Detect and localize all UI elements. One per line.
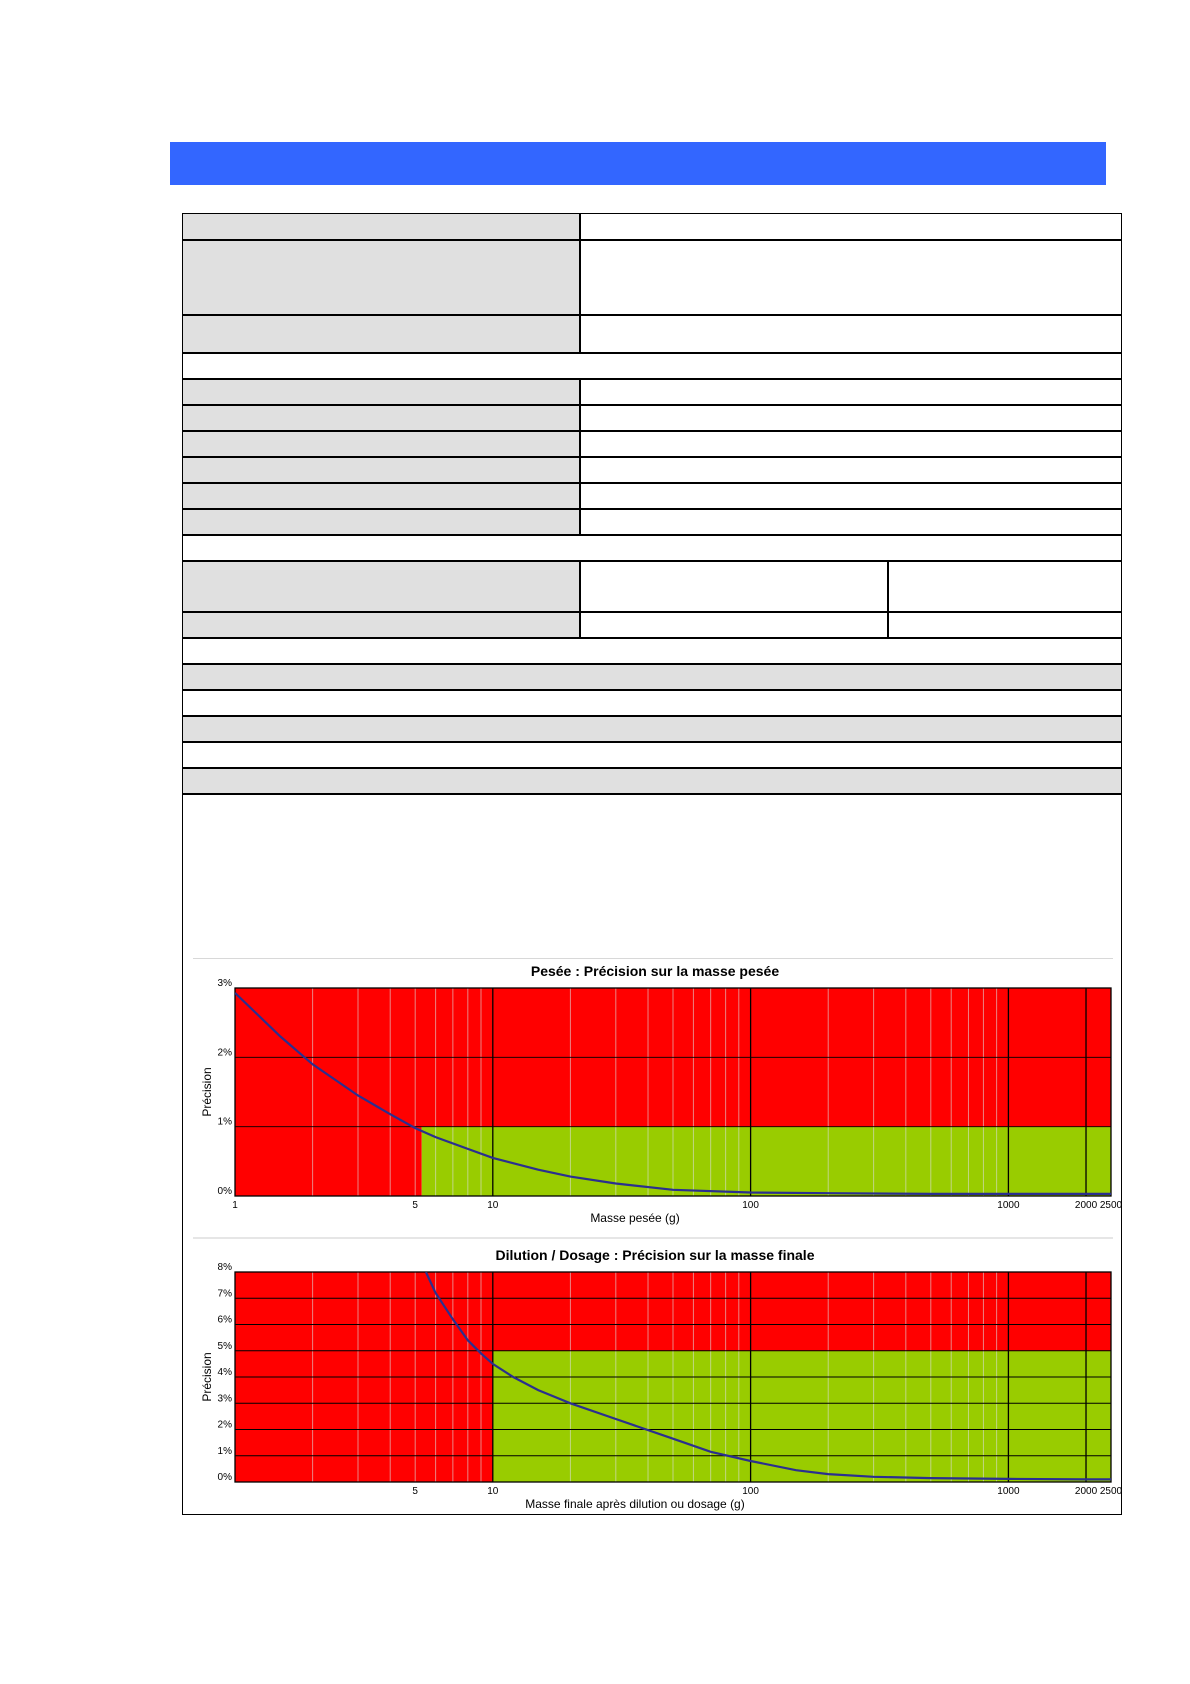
- form-row: [183, 214, 1121, 241]
- form-value: [581, 458, 1121, 482]
- form-split: [887, 562, 889, 611]
- form-value: [581, 562, 1121, 611]
- chart-title: Pesée : Précision sur la masse pesée: [530, 963, 780, 979]
- form-value: [581, 214, 1121, 239]
- y-tick-label: 1%: [217, 1445, 232, 1457]
- form-label: [183, 484, 581, 508]
- chart-title: Dilution / Dosage : Précision sur la masse finale: [495, 1247, 815, 1263]
- y-tick-label: 8%: [217, 1262, 232, 1273]
- chart-precision-dilution: [200, 1247, 1123, 1511]
- form-value: [581, 484, 1121, 508]
- form-row: [183, 432, 1121, 458]
- form-row-full: [183, 743, 1121, 769]
- x-tick-label: 100: [742, 1200, 759, 1211]
- form-label: [183, 214, 581, 239]
- y-tick-label: 0%: [217, 1472, 232, 1483]
- x-tick-label: 2500: [1099, 1200, 1123, 1211]
- y-tick-label: 2%: [217, 1047, 232, 1059]
- form-row-full: [183, 354, 1121, 380]
- form-split: [887, 613, 889, 637]
- x-tick-label: 2500: [1099, 1486, 1123, 1497]
- x-tick-label: 5: [412, 1486, 418, 1497]
- x-tick-label: 10: [487, 1200, 499, 1211]
- x-tick-label: 1000: [997, 1200, 1020, 1211]
- charts-panel: [193, 958, 1123, 1511]
- form-label: [183, 241, 581, 314]
- x-tick-label: 100: [742, 1486, 759, 1497]
- form-value: [581, 380, 1121, 404]
- x-tick-label: 1: [232, 1200, 238, 1211]
- y-tick-label: 6%: [217, 1314, 232, 1326]
- x-tick-label: 2000: [1074, 1200, 1098, 1211]
- form-row: [183, 316, 1121, 354]
- zone-rect: [422, 1127, 1111, 1196]
- form-row: [183, 241, 1121, 316]
- x-axis-label: Masse pesée (g): [590, 1211, 680, 1225]
- form-label: [183, 316, 581, 352]
- form-row-full: [183, 536, 1121, 562]
- form-label: [183, 613, 581, 637]
- form-label: [183, 458, 581, 482]
- y-tick-label: 2%: [217, 1419, 232, 1431]
- form-value: [581, 241, 1121, 314]
- y-tick-label: 1%: [217, 1116, 232, 1128]
- x-tick-label: 10: [487, 1486, 499, 1497]
- y-tick-label: 3%: [217, 1393, 232, 1405]
- form-label: [183, 380, 581, 404]
- zone-rect: [235, 1351, 493, 1482]
- form-row: [183, 458, 1121, 484]
- form-row-full: [183, 769, 1121, 795]
- form-value: [581, 406, 1121, 430]
- form-value: [581, 432, 1121, 456]
- form-table: [182, 213, 1122, 1515]
- x-axis-label: Masse finale après dilution ou dosage (g): [525, 1497, 745, 1511]
- zone-rect: [235, 1127, 422, 1196]
- y-axis-label: Précision: [200, 1067, 214, 1117]
- zone-rect: [493, 1351, 1111, 1482]
- form-value: [581, 613, 1121, 637]
- form-row: [183, 484, 1121, 510]
- y-tick-label: 0%: [217, 1186, 232, 1197]
- form-label: [183, 432, 581, 456]
- form-value: [581, 510, 1121, 534]
- form-row: [183, 406, 1121, 432]
- section-banner: [170, 142, 1106, 185]
- y-tick-label: 7%: [217, 1288, 232, 1300]
- form-row-full: [183, 717, 1121, 743]
- form-row-full: [183, 691, 1121, 717]
- x-tick-label: 5: [412, 1200, 418, 1211]
- form-row-full: [183, 639, 1121, 665]
- form-label: [183, 562, 581, 611]
- y-tick-label: 3%: [217, 978, 232, 989]
- form-row: [183, 613, 1121, 639]
- y-tick-label: 5%: [217, 1340, 232, 1352]
- form-row: [183, 562, 1121, 613]
- x-tick-label: 2000: [1074, 1486, 1098, 1497]
- y-axis-label: Précision: [200, 1352, 214, 1402]
- chart-precision-pesee: [200, 963, 1123, 1225]
- form-row-full: [183, 665, 1121, 691]
- form-value: [581, 316, 1121, 352]
- y-tick-label: 4%: [217, 1367, 232, 1378]
- form-row: [183, 380, 1121, 406]
- form-label: [183, 510, 581, 534]
- form-row: [183, 510, 1121, 536]
- form-label: [183, 406, 581, 430]
- x-tick-label: 1000: [997, 1486, 1020, 1497]
